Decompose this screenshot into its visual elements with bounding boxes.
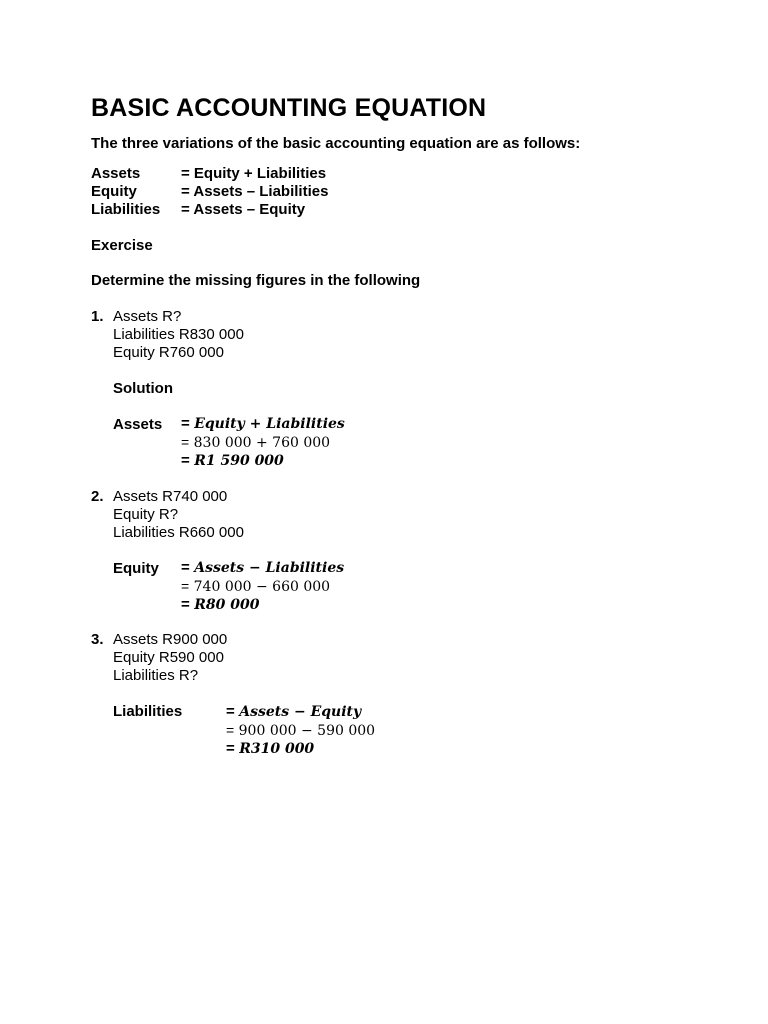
problem-1-calc-equals: =: [181, 434, 190, 450]
problem-1-line-3: Equity R760 000: [113, 344, 224, 361]
exercise-heading: Exercise: [91, 237, 153, 254]
problem-number-3: 3.: [91, 631, 104, 648]
problem-3-formula-equals: =: [226, 703, 235, 720]
problem-2-result-line: [181, 596, 259, 614]
problem-1-result: R1 590 000: [194, 453, 284, 469]
problem-3-line-3: Liabilities R?: [113, 667, 199, 684]
solution-heading: Solution: [113, 380, 173, 397]
instruction-text: Determine the missing figures in the following: [91, 272, 421, 289]
problem-1-result-equals: =: [181, 452, 190, 469]
page-title: BASIC ACCOUNTING EQUATION: [91, 94, 487, 122]
variation-formula-assets: = Equity + Liabilities: [181, 165, 327, 182]
problem-1-calc-line: [181, 434, 330, 452]
problem-1-result-line: [181, 452, 284, 470]
problem-2-result-equals: =: [181, 596, 190, 613]
variation-label-liabilities: Liabilities: [91, 201, 161, 218]
problem-3-line-1: Assets R900 000: [113, 631, 228, 648]
problem-3-formula: Assets − Equity: [239, 704, 362, 720]
problem-2-calc-line: [181, 578, 330, 596]
problem-number-2: 2.: [91, 488, 104, 505]
problem-2-line-2: Equity R?: [113, 506, 179, 523]
problem-number-1: 1.: [91, 308, 104, 325]
intro-text: The three variations of the basic accounting equation are as follows:: [91, 135, 581, 152]
variation-formula-equity: = Assets – Liabilities: [181, 183, 329, 200]
problem-3-line-2: Equity R590 000: [113, 649, 224, 666]
problem-3-calc-equals: =: [226, 722, 235, 738]
problem-3-result-equals: =: [226, 740, 235, 757]
problem-3-formula-line: [226, 703, 361, 721]
problem-3-solution-label: Liabilities: [113, 703, 183, 720]
problem-1-solution-label: Assets: [113, 416, 163, 433]
problem-2-calc: 740 000 − 660 000: [193, 579, 331, 595]
problem-2-formula-equals: =: [181, 559, 190, 576]
problem-1-formula-line: [181, 415, 345, 433]
problem-2-solution-label: Equity: [113, 560, 159, 577]
variation-label-assets: Assets: [91, 165, 141, 182]
problem-2-calc-equals: =: [181, 578, 190, 594]
problem-1-formula-equals: =: [181, 415, 190, 432]
problem-2-line-3: Liabilities R660 000: [113, 524, 244, 541]
variation-label-equity: Equity: [91, 183, 137, 200]
problem-2-line-1: Assets R740 000: [113, 488, 228, 505]
problem-3-result: R310 000: [239, 741, 315, 757]
problem-1-line-2: Liabilities R830 000: [113, 326, 244, 343]
problem-3-result-line: [226, 740, 314, 758]
problem-1-line-1: Assets R?: [113, 308, 182, 325]
problem-2-formula-line: [181, 559, 344, 577]
problem-2-result: R80 000: [194, 597, 260, 613]
problem-3-calc: 900 000 − 590 000: [238, 723, 376, 739]
problem-2-formula: Assets − Liabilities: [194, 560, 345, 576]
problem-3-calc-line: [226, 722, 375, 740]
variation-formula-liabilities: = Assets – Equity: [181, 201, 306, 218]
problem-1-calc: 830 000 + 760 000: [193, 435, 331, 451]
problem-1-formula: Equity + Liabilities: [194, 416, 345, 432]
